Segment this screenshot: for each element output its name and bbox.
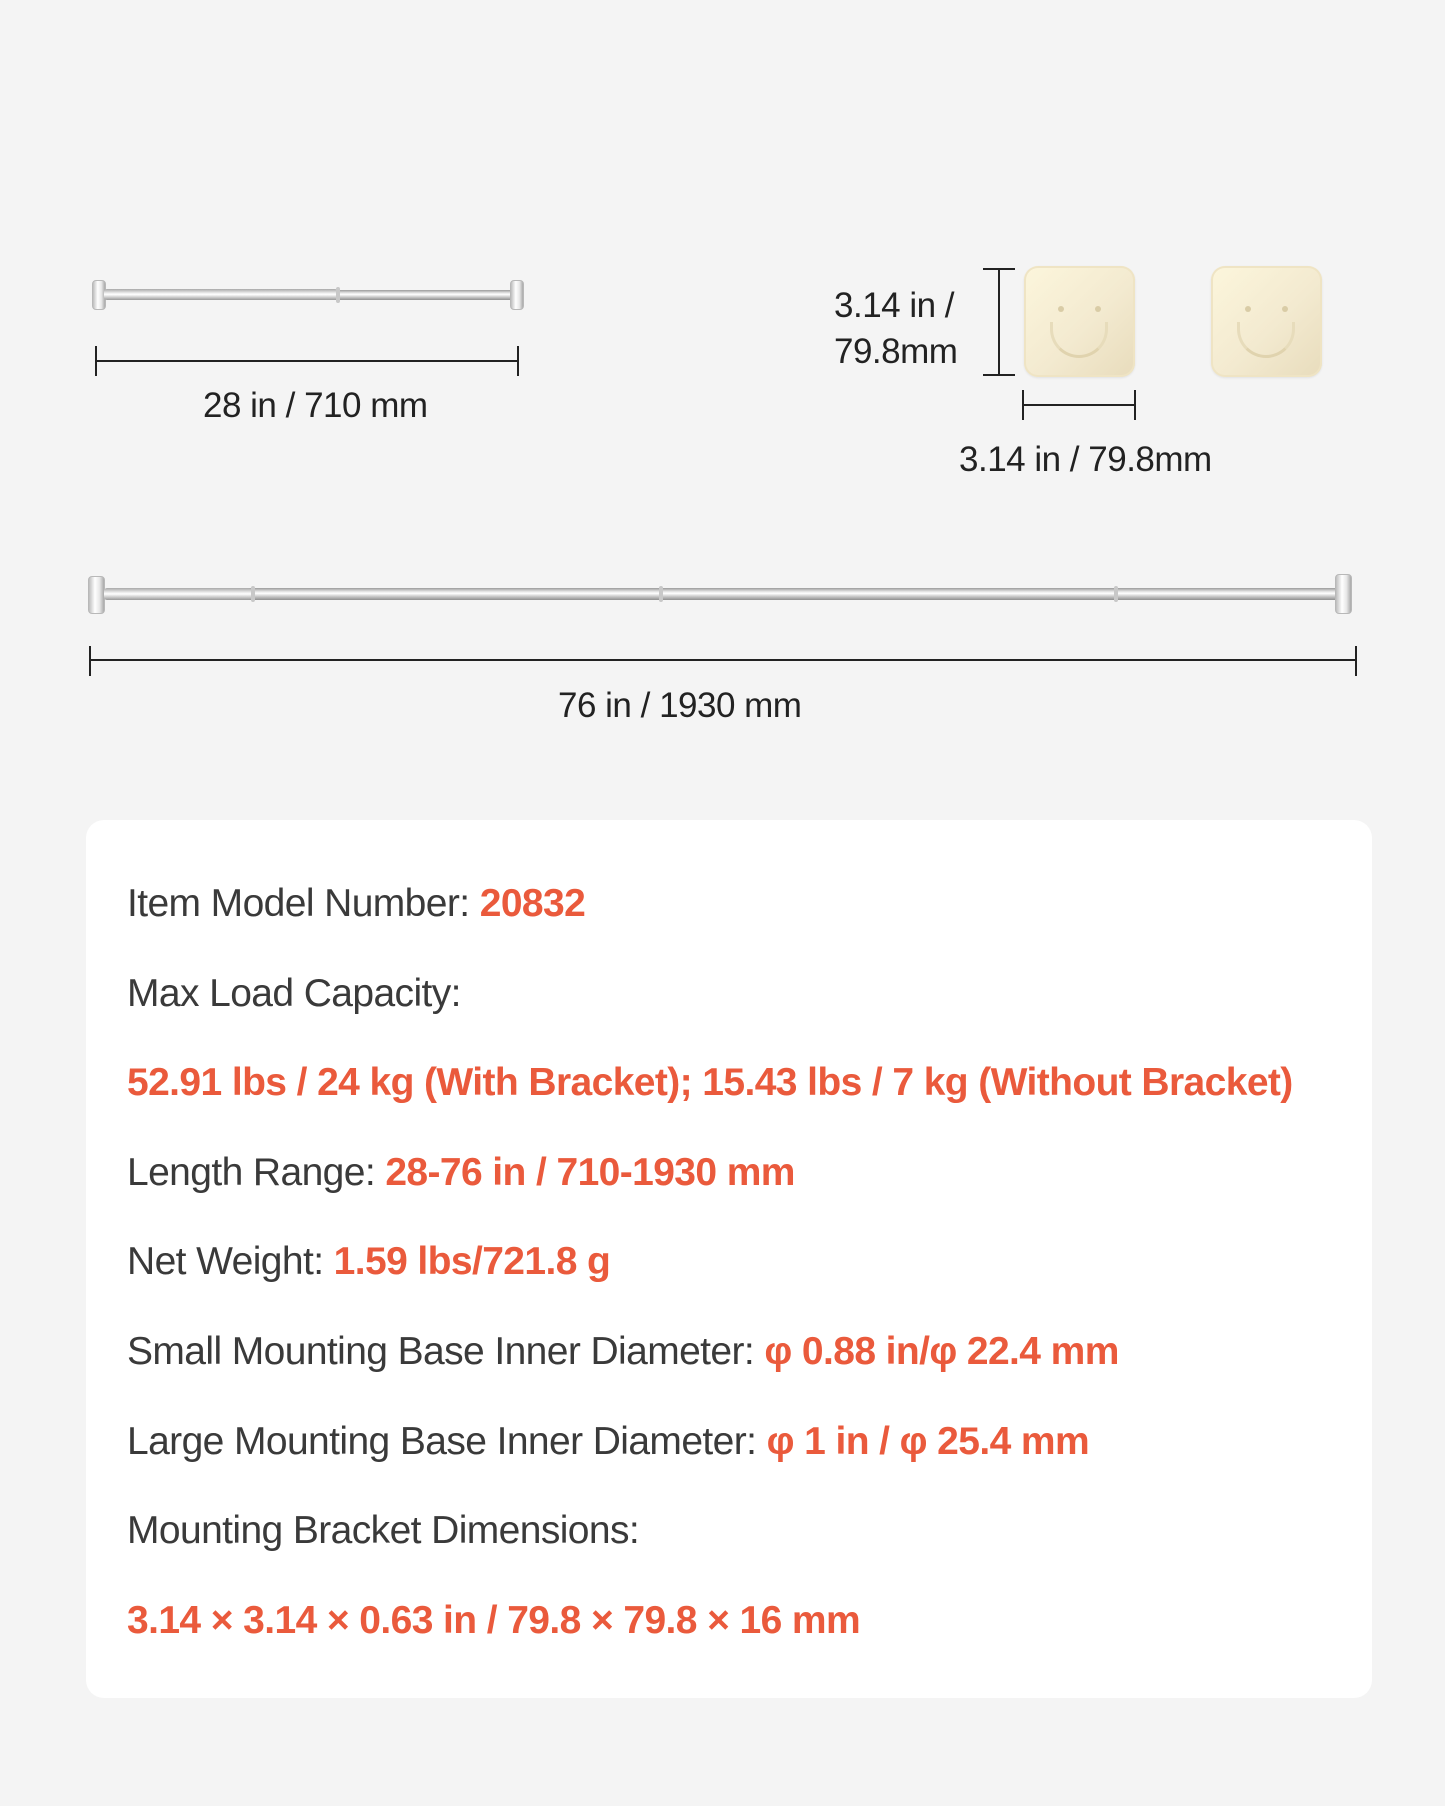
spec-large-base-diameter bbox=[127, 1420, 1089, 1464]
spec-length-range bbox=[127, 1151, 795, 1195]
long-rod-joint-3 bbox=[1114, 586, 1118, 602]
mounting-bracket-front bbox=[1024, 266, 1135, 377]
short-rod-joint bbox=[336, 287, 340, 303]
long-rod-inner-tube bbox=[104, 588, 252, 600]
spec-model-label: Item Model Number: bbox=[127, 882, 480, 925]
long-rod-dim-right-tick bbox=[1355, 646, 1357, 676]
bracket-screw-hole-right bbox=[1282, 306, 1288, 312]
spec-bracket-dimensions-label: Mounting Bracket Dimensions: bbox=[127, 1509, 640, 1552]
spec-length-value: 28-76 in / 710-1930 mm bbox=[385, 1151, 795, 1194]
spec-large-base-label: Large Mounting Base Inner Diameter: bbox=[127, 1420, 767, 1463]
bracket-screw-hole-left bbox=[1245, 306, 1251, 312]
specs-card bbox=[86, 820, 1372, 1698]
bracket-height-dim-line bbox=[998, 268, 1000, 376]
short-rod-dim-right-tick bbox=[517, 346, 519, 376]
bracket-cradle bbox=[1237, 322, 1295, 358]
long-rod-left-cap bbox=[88, 576, 105, 614]
bracket-height-label-line2: 79.8mm bbox=[834, 332, 958, 371]
bracket-height-label-line1: 3.14 in / bbox=[834, 286, 955, 325]
long-rod-joint-1 bbox=[251, 586, 255, 602]
mounting-bracket-second bbox=[1211, 266, 1322, 377]
long-rod-joint-2 bbox=[659, 586, 663, 602]
long-rod-right-cap bbox=[1335, 574, 1352, 614]
long-rod-length-label: 76 in / 1930 mm bbox=[558, 686, 802, 725]
spec-bracket-dimensions-value: 3.14 × 3.14 × 0.63 in / 79.8 × 79.8 × 16 mm bbox=[127, 1599, 861, 1642]
short-rod-length-label: 28 in / 710 mm bbox=[203, 386, 428, 425]
long-rod-dim-left-tick bbox=[89, 646, 91, 676]
long-rod-dim-line bbox=[89, 659, 1357, 661]
spec-small-base-label: Small Mounting Base Inner Diameter: bbox=[127, 1330, 765, 1373]
bracket-cradle bbox=[1050, 322, 1108, 358]
spec-model-value: 20832 bbox=[479, 882, 586, 925]
short-rod-dim-line bbox=[95, 360, 519, 362]
spec-small-base-diameter bbox=[127, 1330, 1119, 1374]
short-rod-body bbox=[104, 290, 516, 300]
spec-weight-value: 1.59 lbs/721.8 g bbox=[333, 1240, 611, 1283]
spec-length-label: Length Range: bbox=[127, 1151, 386, 1194]
bracket-height-dim-bottom-tick bbox=[983, 374, 1015, 376]
short-rod-inner-tube bbox=[104, 289, 338, 300]
spec-net-weight bbox=[127, 1240, 610, 1284]
spec-weight-label: Net Weight: bbox=[127, 1240, 334, 1283]
short-rod-right-cap bbox=[510, 280, 524, 310]
long-rod-body bbox=[104, 588, 1342, 600]
bracket-screw-hole-left bbox=[1058, 306, 1064, 312]
bracket-width-dim-right-tick bbox=[1134, 390, 1136, 420]
bracket-width-dim-line bbox=[1022, 404, 1136, 406]
bracket-screw-hole-right bbox=[1095, 306, 1101, 312]
bracket-width-label: 3.14 in / 79.8mm bbox=[959, 440, 1212, 479]
spec-model-number bbox=[127, 882, 585, 926]
spec-small-base-value: φ 0.88 in/φ 22.4 mm bbox=[764, 1330, 1119, 1373]
spec-load-label: Max Load Capacity: bbox=[127, 972, 461, 1015]
spec-large-base-value: φ 1 in / φ 25.4 mm bbox=[766, 1420, 1090, 1463]
spec-load-value: 52.91 lbs / 24 kg (With Bracket); 15.43 lbs / 7 kg (Without Bracket) bbox=[127, 1061, 1293, 1104]
